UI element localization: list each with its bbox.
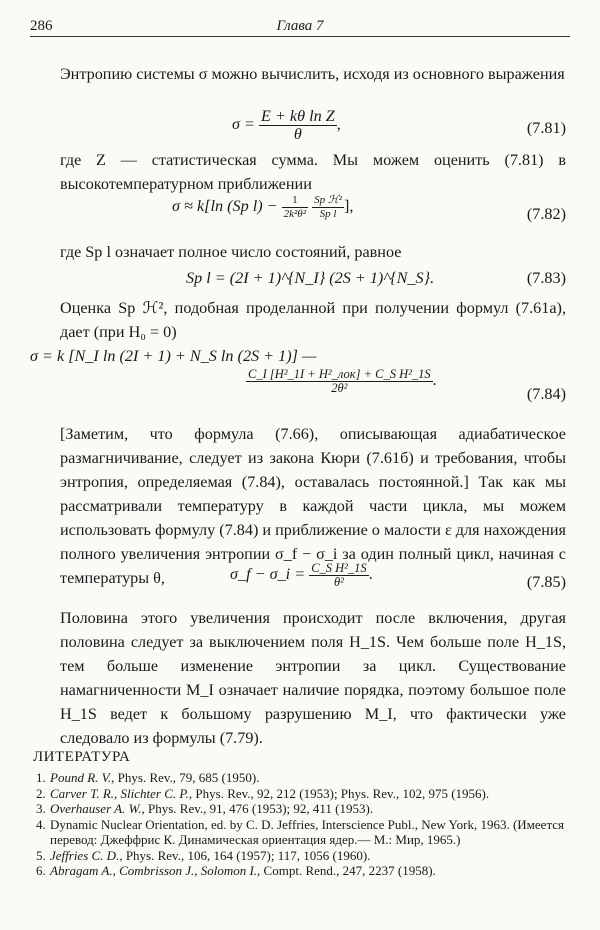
eq783-expression: Sp l = (2I + 1)^{N_I} (2S + 1)^{N_S}. — [186, 269, 435, 287]
eq784-denominator: 2θ² — [331, 381, 348, 395]
eq785-number: (7.85) — [526, 573, 566, 591]
eq782-f1-num: 1 — [282, 194, 308, 208]
reference-item: 2. Carver T. R., Slichter C. P., Phys. Rev., 92, 212 (1953); Phys. Rev., 102, 975 (1956). — [36, 785, 490, 801]
eq781-tail: , — [336, 115, 341, 134]
eq782-f2-num: Sp ℋ² — [314, 194, 342, 206]
equation-7-83 — [60, 266, 566, 292]
eq782-number: (7.82) — [526, 205, 566, 223]
equation-7-81 — [60, 108, 566, 152]
equation-7-84 — [30, 344, 566, 414]
reference-text: , Phys. Rev., 91, 476 (1953); 92, 411 (1953). — [141, 801, 374, 816]
paragraph-5: [Заметим, что формула (7.66), описывающая адиабатическое размагничивание, следует из закона Кюри (7.61б) и требования, чтобы энтропия, определяемая (7.84), оставалась постоянной.] Так как мы рассматривали температуру в каждой части цикла, мы можем использовать формулу (7.84) и приближение о малости ε для нахождения полного увеличения энтропии σ_f − σ_i за один полный цикл, начиная с температуры θ, — [60, 425, 566, 587]
eq784-line-1: σ = k [N_I ln (2I + 1) + N_S ln (2S + 1)] — — [30, 347, 317, 365]
reference-authors: Abragam A., Combrisson J., Solomon I. — [50, 863, 258, 878]
reference-item: 3. Overhauser A. W., Phys. Rev., 91, 476 (1953); 92, 411 (1953). — [36, 801, 374, 816]
reference-text: , Compt. Rend., 247, 2237 (1958). — [257, 863, 436, 878]
eq785-tail: . — [368, 565, 373, 584]
paragraph-6: Половина этого увеличения происходит после включения, другая половина следует за выключением поля H_1S. Чем больше поле H_1S, тем больше изменение энтропии за цикл. Существование намагниченности M_I означает наличие порядка, поэтому большое поле H_1S ведет к большому разрушению M_I, что фактически уже следовало из формулы (7.79). — [60, 609, 566, 747]
eq781-lhs: σ = — [232, 115, 255, 134]
eq783-number: (7.83) — [526, 269, 566, 287]
eq784-fraction — [246, 368, 433, 395]
reference-item: 5. Jeffries C. D., Phys. Rev., 106, 164 (1957); 117, 1056 (1960). — [36, 847, 371, 863]
eq782-f1-den: 2k²θ² — [283, 208, 307, 220]
reference-item: 6. Abragam A., Combrisson J., Solomon I., Compt. Rend., 247, 2237 (1958). — [36, 863, 436, 878]
page-number: 286 — [30, 18, 53, 34]
equation-7-82 — [60, 194, 566, 238]
reference-item: 1. Pound R. V., Phys. Rev., 79, 685 (1950). — [36, 770, 260, 785]
reference-text: , Phys. Rev., 79, 685 (1950). — [111, 770, 260, 785]
eq784-numerator: C_I [H²_1I + H²_лок] + C_S H²_1S — [248, 367, 431, 381]
reference-authors: Overhauser A. W. — [50, 801, 142, 816]
eq781-numerator: E + kθ ln Z — [261, 107, 335, 125]
eq781-fraction — [259, 108, 337, 143]
reference-text: , Phys. Rev., 106, 164 (1957); 117, 1056 (1960). — [119, 847, 371, 863]
eq782-lhs: σ ≈ k[ln (Sp l) − — [172, 197, 278, 216]
reference-text: , Phys. Rev., 92, 212 (1953); Phys. Rev., 102, 975 (1956). — [188, 785, 490, 801]
eq781-denominator: θ — [293, 125, 302, 143]
eq781-number: (7.81) — [526, 119, 566, 137]
eq785-denominator: θ² — [333, 575, 344, 589]
eq785-fraction — [309, 562, 369, 589]
reference-text: Dynamic Nuclear Orientation, ed. by C. D. Jeffries, Interscience Publ., New York, 1963. (Имеется перевод: Джеффрис К. Динамическая ориентация ядер.— М.: Мир, 1965.) — [50, 816, 565, 847]
reference-authors: Jeffries C. D. — [50, 847, 120, 863]
eq784-number: (7.84) — [526, 385, 566, 403]
running-header — [30, 14, 570, 37]
eq785-lhs: σ_f − σ_i = — [230, 565, 306, 584]
eq785-numerator: C_S H²_1S — [311, 561, 367, 575]
equation-7-85 — [60, 562, 566, 606]
eq782-fraction-1 — [282, 194, 308, 221]
reference-list — [36, 770, 570, 879]
paragraph-3: где Sp l означает полное число состояний, равное — [60, 243, 402, 261]
reference-authors: Pound R. V. — [50, 770, 112, 785]
eq782-fraction-2 — [312, 194, 344, 221]
chapter-title: Глава 7 — [276, 18, 324, 34]
eq782-f2-den: Sp l — [319, 208, 337, 220]
reference-item: 4. Dynamic Nuclear Orientation, ed. by C. D. Jeffries, Interscience Publ., New York, 1963. (Имеется перевод: Джеффрис К. Динамическая ориентация ядер.— М.: Мир, 1965.) — [36, 816, 565, 847]
paragraph-2: где Z — статистическая сумма. Мы можем оценить (7.81) в высокотемпературном приближении — [60, 151, 566, 193]
eq782-tail: ], — [343, 197, 354, 216]
reference-authors: Carver T. R., Slichter C. P. — [50, 785, 189, 801]
paragraph-4: Оценка Sp ℋ², подобная проделанной при получении формул (7.61а), дает (при H₀ = 0) — [60, 299, 566, 341]
paragraph-1: Энтропию системы σ можно вычислить, исходя из основного выражения — [60, 65, 565, 83]
eq784-tail: . — [432, 371, 437, 390]
literature-heading: ЛИТЕРАТУРА — [33, 749, 131, 765]
